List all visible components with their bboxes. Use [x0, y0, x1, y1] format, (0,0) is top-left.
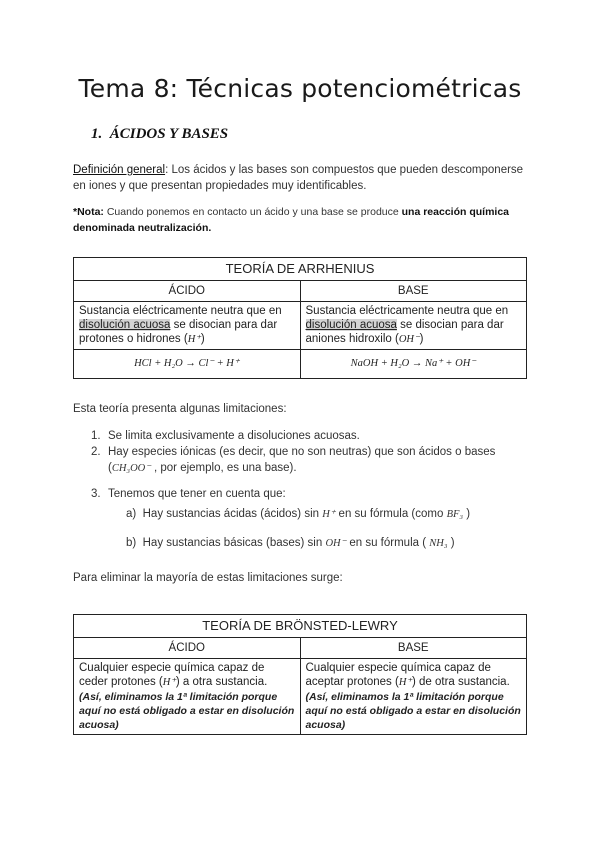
sublist-symbol: OH⁻ — [325, 538, 347, 549]
definition-paragraph — [73, 162, 533, 194]
sublist-symbol-2: BF₃ — [446, 509, 464, 520]
arrhenius-acid-definition — [74, 302, 301, 350]
note-paragraph — [73, 204, 533, 236]
bronsted-intro: Para eliminar la mayoría de estas limitaciones surge: — [73, 572, 343, 584]
acid-def-symbol: H⁺ — [162, 677, 176, 688]
base-def-pre: Sustancia eléctricamente neutra que en — [305, 305, 509, 317]
sublist-text-post: ) — [447, 537, 455, 549]
sublist-text-mid: en su fórmula (como — [335, 508, 447, 520]
list-number: 1. — [91, 430, 101, 442]
limitation-item-1 — [91, 428, 521, 444]
acid-def-highlight: disolución acuosa — [79, 319, 171, 331]
acid-def-pre: Sustancia eléctricamente neutra que en — [79, 305, 282, 317]
sublist-letter: a) — [126, 508, 137, 520]
bronsted-base-definition — [300, 659, 527, 735]
sublist-text-mid: en su fórmula ( — [346, 537, 430, 549]
note-bold: una reacción química denominada neutralización. — [73, 206, 510, 234]
definition-label: Definición general — [73, 164, 166, 176]
arrhenius-col-acid: ÁCIDO — [74, 281, 301, 302]
list-text-post: , por ejemplo, es una base). — [150, 462, 297, 474]
base-def-post: se disocian para dar aniones hidroxilo ( — [305, 319, 504, 345]
limitation-item-3 — [91, 486, 521, 502]
page-title: Tema 8: Técnicas potenciométricas — [78, 74, 522, 103]
arrhenius-base-definition — [300, 302, 527, 350]
arrhenius-acid-formula: HCl + H₂O → Cl⁻ + H⁺ — [74, 350, 301, 379]
base-def-pre: Cualquier especie química capaz de aceptar protones ( — [305, 662, 491, 688]
sublist-symbol: H⁺ — [322, 509, 336, 520]
sublist-symbol-2: NH₃ — [429, 538, 448, 549]
arrhenius-title: TEORÍA DE ARRHENIUS — [74, 258, 527, 281]
acid-def-symbol: H⁺ — [187, 334, 201, 345]
section-number: 1. — [91, 126, 103, 142]
list-text: Hay especies iónicas (es decir, que no son neutras) que son ácidos o bases ( — [108, 446, 496, 474]
definition-text: : Los ácidos y las bases son compuestos que pueden descomponerse en iones y que presentan propiedades muy identificables. — [73, 164, 524, 192]
section-heading — [91, 126, 228, 143]
section-title: ÁCIDOS Y BASES — [109, 126, 229, 142]
base-def-post: ) de otra sustancia. — [411, 676, 510, 688]
sublist-item-b — [126, 535, 546, 552]
sublist-text-post: ) — [463, 508, 471, 520]
bronsted-table — [73, 614, 527, 735]
list-text: Tenemos que tener en cuenta que: — [108, 488, 286, 500]
base-def-symbol: OH⁻ — [398, 334, 420, 345]
base-def-symbol: H⁺ — [398, 677, 412, 688]
sublist-item-a — [126, 506, 546, 523]
bronsted-col-base: BASE — [300, 638, 527, 659]
arrhenius-col-base: BASE — [300, 281, 527, 302]
sublist-text: Hay sustancias básicas (bases) sin — [142, 537, 326, 549]
sublist-letter: b) — [126, 537, 137, 549]
sublist-text: Hay sustancias ácidas (ácidos) sin — [142, 508, 323, 520]
arrhenius-base-formula: NaOH + H₂O → Na⁺ + OH⁻ — [300, 350, 527, 379]
arrhenius-table — [73, 257, 527, 379]
base-def-emphasis: (Así, eliminamos la 1ª limitación porque aquí no está obligado a estar en disolución acuosa) — [305, 691, 521, 731]
note-label: *Nota: — [73, 206, 104, 218]
limitations-intro: Esta teoría presenta algunas limitaciones: — [73, 403, 287, 415]
list-number: 2. — [91, 446, 101, 458]
acid-def-post: ) a otra sustancia. — [175, 676, 268, 688]
note-text: Cuando ponemos en contacto un ácido y una base se produce — [103, 206, 402, 218]
list-text: Se limita exclusivamente a disoluciones acuosas. — [108, 430, 360, 442]
acid-def-end: ) — [200, 333, 205, 345]
acid-def-post: se disocian para dar protones o hidrones ( — [79, 319, 278, 345]
list-number: 3. — [91, 488, 101, 500]
bronsted-col-acid: ÁCIDO — [74, 638, 301, 659]
list-symbol: CH₃OO⁻ — [111, 463, 151, 474]
acid-def-pre: Cualquier especie química capaz de ceder protones ( — [79, 662, 265, 688]
limitation-item-2 — [91, 444, 528, 477]
base-def-highlight: disolución acuosa — [305, 319, 397, 331]
bronsted-title: TEORÍA DE BRÖNSTED-LEWRY — [74, 615, 527, 638]
base-def-end: ) — [419, 333, 424, 345]
bronsted-acid-definition — [74, 659, 301, 735]
acid-def-emphasis: (Así, eliminamos la 1ª limitación porque aquí no está obligado a estar en disolución acuosa) — [79, 691, 295, 731]
